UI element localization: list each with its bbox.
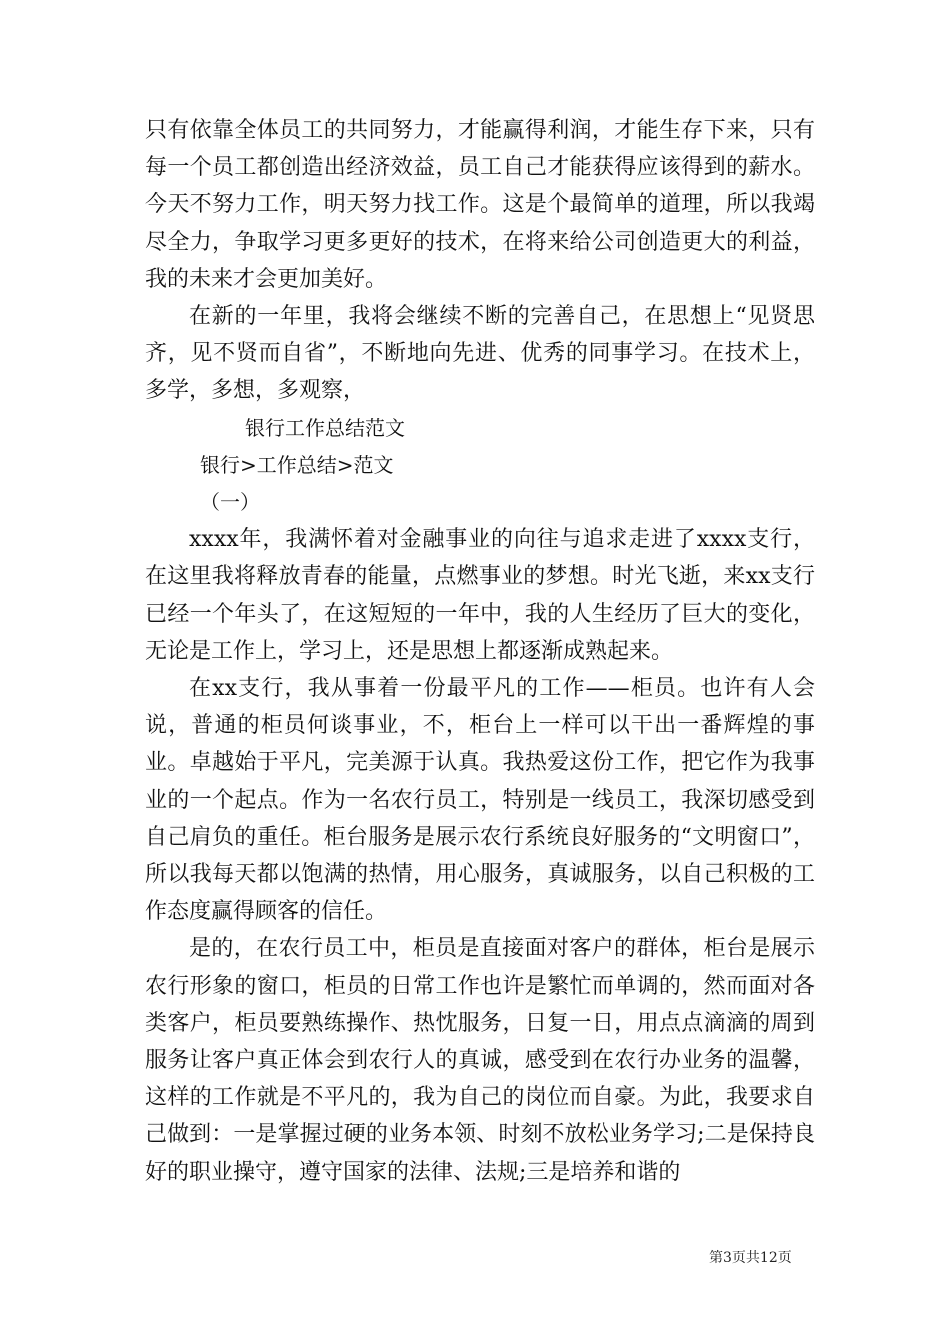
paragraph-1: 只有依靠全体员工的共同努力，才能赢得利润，才能生存下来，只有每一个员工都创造出经济效益，员工自己才能获得应该得到的薪水。今天不努力工作，明天努力找工作。这是个最简单的道理，所以我竭尽全力，争取学习更多更好的技术，在将来给公司创造更大的利益，我的未来才会更加美好。: [145, 118, 815, 292]
section-paragraph-3: 是的，在农行员工中，柜员是直接面对客户的群体，柜台是展示农行形象的窗口，柜员的日常工作也许是繁忙而单调的，然而面对各类客户，柜员要熟练操作、热忱服务，日复一日，用点点滴滴的周到服务让客户真正体会到农行人的真诚，感受到在农行办业务的温馨，这样的工作就是不平凡的，我为自己的岗位而自豪。为此，我要求自己做到：一是掌握过硬的业务本领、时刻不放松业务学习;二是保持良好的职业操守，遵守国家的法律、法规;三是培养和谐的: [145, 936, 815, 1185]
section-paragraph-1: xxxx年，我满怀着对金融事业的向往与追求走进了xxxx支行，在这里我将释放青春的能量，点燃事业的梦想。时光飞逝，来xx支行已经一个年头了，在这短短的一年中，我的人生经历了巨大的变化，无论是工作上，学习上，还是思想上都逐渐成熟起来。: [145, 527, 815, 664]
document-body: [145, 112, 815, 1191]
section-paragraph-2: 在xx支行，我从事着一份最平凡的工作——柜员。也许有人会说，普通的柜员何谈事业，不，柜台上一样可以干出一番辉煌的事业。卓越始于平凡，完美源于认真。我热爱这份工作，把它作为我事业的一个起点。作为一名农行员工，特别是一线员工，我深切感受到自己肩负的重任。柜台服务是展示农行系统良好服务的“文明窗口”，所以我每天都以饱满的热情，用心服务，真诚服务，以自己积极的工作态度赢得顾客的信任。: [145, 676, 815, 925]
document-title: 银行工作总结范文: [245, 415, 405, 440]
page-number: 第3页共12页: [709, 1250, 792, 1266]
section-marker: （一）: [200, 490, 260, 515]
paragraph-2: 在新的一年里，我将会继续不断的完善自己，在思想上“见贤思齐，见不贤而自省”，不断地向先进、优秀的同事学习。在技术上，多学，多想，多观察，: [145, 304, 815, 404]
breadcrumb: 银行>工作总结>范文: [200, 452, 394, 477]
